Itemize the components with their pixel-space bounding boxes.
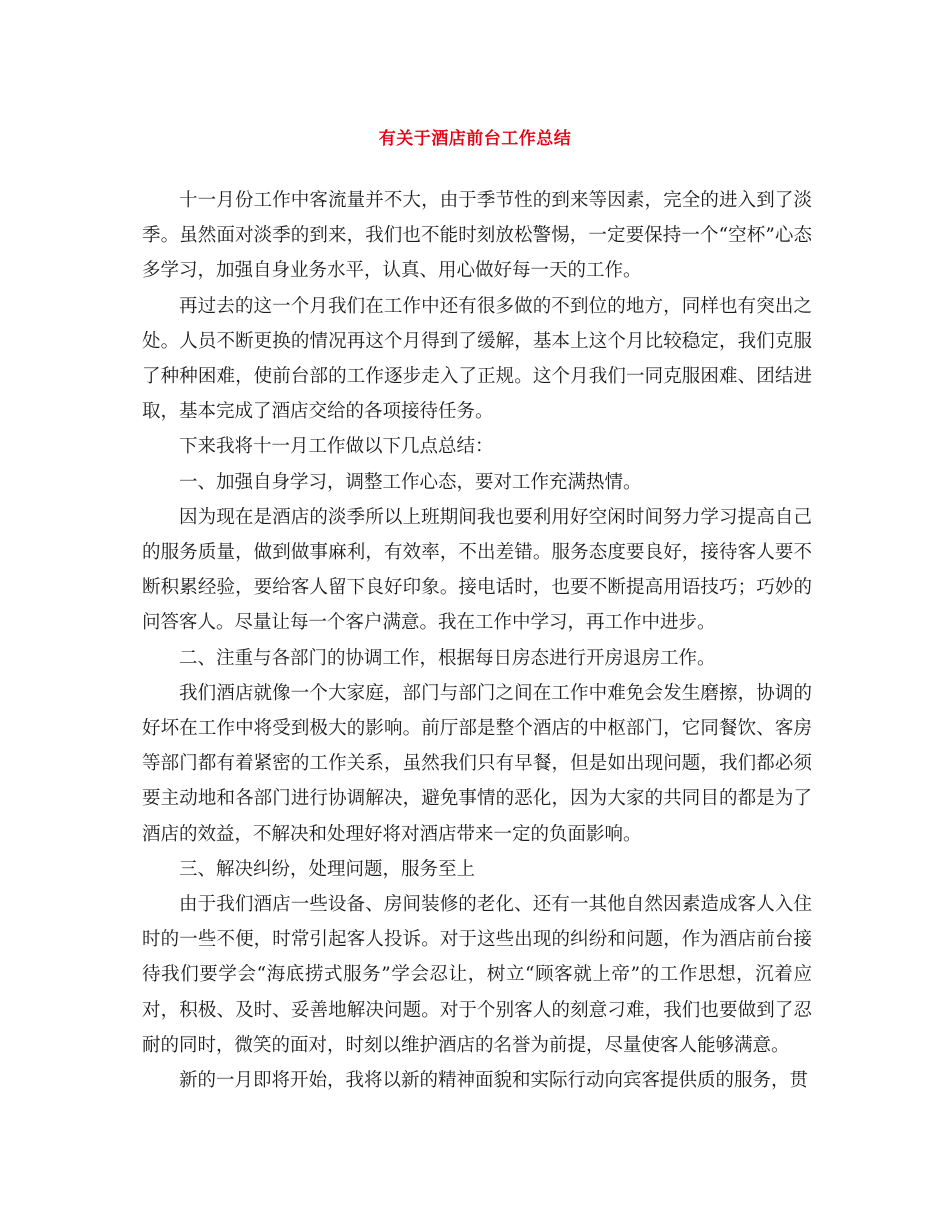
paragraph: 下来我将十一月工作做以下几点总结： bbox=[179, 436, 494, 458]
paragraph: 再过去的这一个月我们在工作中还有很多做的不到位的地方，同样也有突出之处。人员不断更换的情况再这个月得到了缓解，基本上这个月比较稳定，我们克服了种种困难，使前台部的工作逐步走入了正规。这个月我们一同克服困难、团结进取，基本完成了酒店交给的各项接待任务。 bbox=[142, 295, 812, 423]
paragraph: 新的一月即将开始，我将以新的精神面貌和实际行动向宾客提供质的服务，贯 bbox=[179, 1070, 809, 1092]
document-title: 有关于酒店前台工作总结 bbox=[378, 129, 572, 149]
paragraph: 由于我们酒店一些设备、房间装修的老化、还有一其他自然因素造成客人入住时的一些不便，时常引起客人投诉。对于这些出现的纠纷和问题，作为酒店前台接待我们要学会“海底捞式服务”学会忍让，树立“顾客就上帝”的工作思想，沉着应对，积极、及时、妥善地解决问题。对于个别客人的刻意刁难，我们也要做到了忍耐的同时，微笑的面对，时刻以维护酒店的名誉为前提，尽量使客人能够满意。 bbox=[142, 894, 812, 1056]
section-heading: 三、解决纠纷，处理问题，服务至上 bbox=[179, 858, 476, 880]
paragraph: 因为现在是酒店的淡季所以上班期间我也要利用好空闲时间努力学习提高自己的服务质量，做到做事麻利，有效率，不出差错。服务态度要良好，接待客人要不断积累经验，要给客人留下良好印象。接电话时，也要不断提高用语技巧；巧妙的问答客人。尽量让每一个客户满意。我在工作中学习，再工作中进步。 bbox=[142, 506, 812, 634]
paragraph: 十一月份工作中客流量并不大，由于季节性的到来等因素，完全的进入到了淡季。虽然面对淡季的到来，我们也不能时刻放松警惕，一定要保持一个“空杯”心态多学习，加强自身业务水平，认真、用心做好每一天的工作。 bbox=[142, 190, 812, 282]
section-heading: 二、注重与各部门的协调工作，根据每日房态进行开房退房工作。 bbox=[179, 647, 716, 669]
document-body bbox=[142, 183, 812, 1098]
paragraph: 我们酒店就像一个大家庭，部门与部门之间在工作中难免会发生磨擦，协调的好坏在工作中将受到极大的影响。前厅部是整个酒店的中枢部门，它同餐饮、客房等部门都有着紧密的工作关系，虽然我们只有早餐，但是如出现问题，我们都必须要主动地和各部门进行协调解决，避免事情的恶化，因为大家的共同目的都是为了酒店的效益，不解决和处理好将对酒店带来一定的负面影响。 bbox=[142, 682, 812, 845]
section-heading: 一、加强自身学习，调整工作心态，要对工作充满热情。 bbox=[179, 471, 642, 493]
